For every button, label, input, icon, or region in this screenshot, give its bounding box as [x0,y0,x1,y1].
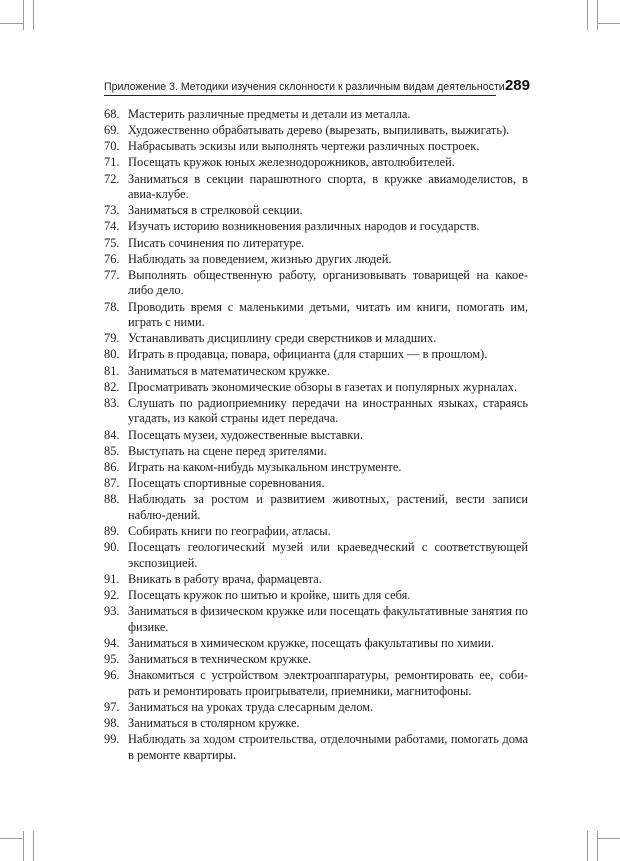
list-item [104,604,528,635]
list-item [104,139,528,155]
item-text: Заниматься в стрелковой секции. [128,203,303,218]
item-text: Наблюдать за ростом и развитием животных, растений, вести записи наблю-дений. [128,492,528,522]
list-item [104,155,528,171]
item-text: Посещать кружок по шитью и кройке, шить для себя. [128,587,411,602]
running-header [104,77,530,98]
item-number: 99. [104,732,120,747]
item-text: Играть в продавца, повара, официанта (для старших — в прошлом). [128,347,488,362]
item-text: Играть на каком-нибудь музыкальном инструменте. [128,459,402,474]
item-number: 74. [104,219,120,234]
item-text: Набрасывать эскизы или выполнять чертежи различных построек. [128,139,480,154]
list-item [104,636,528,652]
item-text: Заниматься в секции парашютного спорта, в кружке авиамоделистов, в авиа-клубе. [128,171,528,202]
list-item [104,364,528,380]
item-number: 83. [104,395,120,410]
item-number: 97. [104,699,120,714]
item-text: Вникать в работу врача, фармацевта. [128,571,322,586]
item-text: Просматривать экономические обзоры в газетах и популярных журналах. [128,379,518,394]
crop-mark [597,838,620,839]
item-text: Заниматься на уроках труда слесарным делом. [128,699,374,714]
crop-mark [0,23,23,24]
item-number: 93. [104,604,120,619]
item-number: 98. [104,715,120,730]
item-text: Устанавливать дисциплину среди сверстников и младших. [128,331,437,346]
crop-mark [597,23,620,24]
list-item [104,700,528,716]
item-number: 84. [104,427,120,442]
page-number: 289 [504,77,530,94]
item-number: 91. [104,571,120,586]
item-text: Наблюдать за поведением, жизнью других людей. [128,251,392,266]
item-text: Изучать историю возникновения различных народов и государств. [128,219,480,234]
header-rule [104,95,496,96]
item-number: 76. [104,251,120,266]
item-text: Заниматься в физическом кружке или посещать факультативные занятия по физике. [128,604,528,634]
item-number: 81. [104,363,120,378]
list-item [104,668,528,699]
crop-mark [597,831,598,861]
item-number: 88. [104,492,120,507]
item-text: Слушать по радиоприемнику передачи на иностранных языках, стараясь угадать, из какой страны идет передача. [128,395,528,426]
list-item [104,732,528,763]
item-number: 70. [104,139,120,154]
list-item [104,172,528,203]
item-text: Посещать геологический музей или краеведческий с соответствующей экспозицией. [128,540,528,570]
crop-mark [33,0,34,30]
item-text: Писать сочинения по литературе. [128,235,305,250]
list-item [104,380,528,396]
crop-mark [23,0,24,30]
item-number: 92. [104,587,120,602]
item-number: 89. [104,523,120,538]
list-item [104,347,528,363]
list-item [104,396,528,427]
list-item [104,203,528,219]
item-number: 72. [104,171,120,186]
item-text: Заниматься в химическом кружке, посещать факультативы по химии. [128,635,494,650]
list-item [104,219,528,235]
item-text: Наблюдать за ходом строительства, отделочными работами, помогать дома в ремонте квартиры. [128,732,528,762]
list-item [104,460,528,476]
crop-mark [33,831,34,861]
item-text: Собирать книги по географии, атласы. [128,523,331,538]
statement-list [104,107,528,764]
item-number: 87. [104,476,120,491]
item-number: 68. [104,107,120,121]
item-number: 82. [104,379,120,394]
list-item [104,476,528,492]
list-item [104,716,528,732]
list-item [104,268,528,299]
list-item [104,331,528,347]
item-number: 78. [104,299,120,314]
list-item [104,444,528,460]
item-number: 96. [104,668,120,683]
item-number: 85. [104,443,120,458]
header-title: Приложение 3. Методики изучения склонности к различным видам деятельности [104,81,505,93]
item-number: 75. [104,235,120,250]
item-text: Мастерить различные предметы и детали из металла. [128,107,411,121]
item-text: Посещать музеи, художественные выставки. [128,427,363,442]
item-text: Выступать на сцене перед зрителями. [128,443,327,458]
item-number: 95. [104,651,120,666]
list-item [104,540,528,571]
item-number: 69. [104,123,120,138]
list-item [104,252,528,268]
item-number: 71. [104,155,120,170]
list-item [104,652,528,668]
list-item [104,107,528,123]
crop-mark [587,831,588,861]
item-number: 73. [104,203,120,218]
item-number: 79. [104,331,120,346]
item-text: Знакомиться с устройством электроаппаратуры, ремонтировать ее, соби-рать и ремонтировать проигрыватели, приемники, магнитофоны. [128,668,528,698]
crop-mark [0,838,23,839]
item-text: Проводить время с маленькими детьми, читать им книги, помогать им, играть с ними. [128,299,528,330]
item-text: Заниматься в техническом кружке. [128,651,312,666]
list-item [104,492,528,523]
item-number: 86. [104,459,120,474]
list-item [104,300,528,331]
item-text: Посещать спортивные соревнования. [128,476,325,491]
item-number: 90. [104,540,120,555]
list-item [104,236,528,252]
item-number: 80. [104,347,120,362]
item-text: Выполнять общественную работу, организовывать товарищей на какое-либо дело. [128,267,528,298]
list-item [104,123,528,139]
list-item [104,524,528,540]
item-number: 94. [104,635,120,650]
item-text: Посещать кружок юных железнодорожников, автолюбителей. [128,155,455,170]
crop-mark [23,831,24,861]
item-text: Заниматься в математическом кружке. [128,363,330,378]
item-number: 77. [104,267,120,282]
list-item [104,428,528,444]
item-text: Художественно обрабатывать дерево (вырезать, выпиливать, выжигать). [128,123,510,138]
list-item [104,572,528,588]
crop-mark [587,0,588,30]
crop-mark [597,0,598,30]
item-text: Заниматься в столярном кружке. [128,715,300,730]
list-item [104,588,528,604]
